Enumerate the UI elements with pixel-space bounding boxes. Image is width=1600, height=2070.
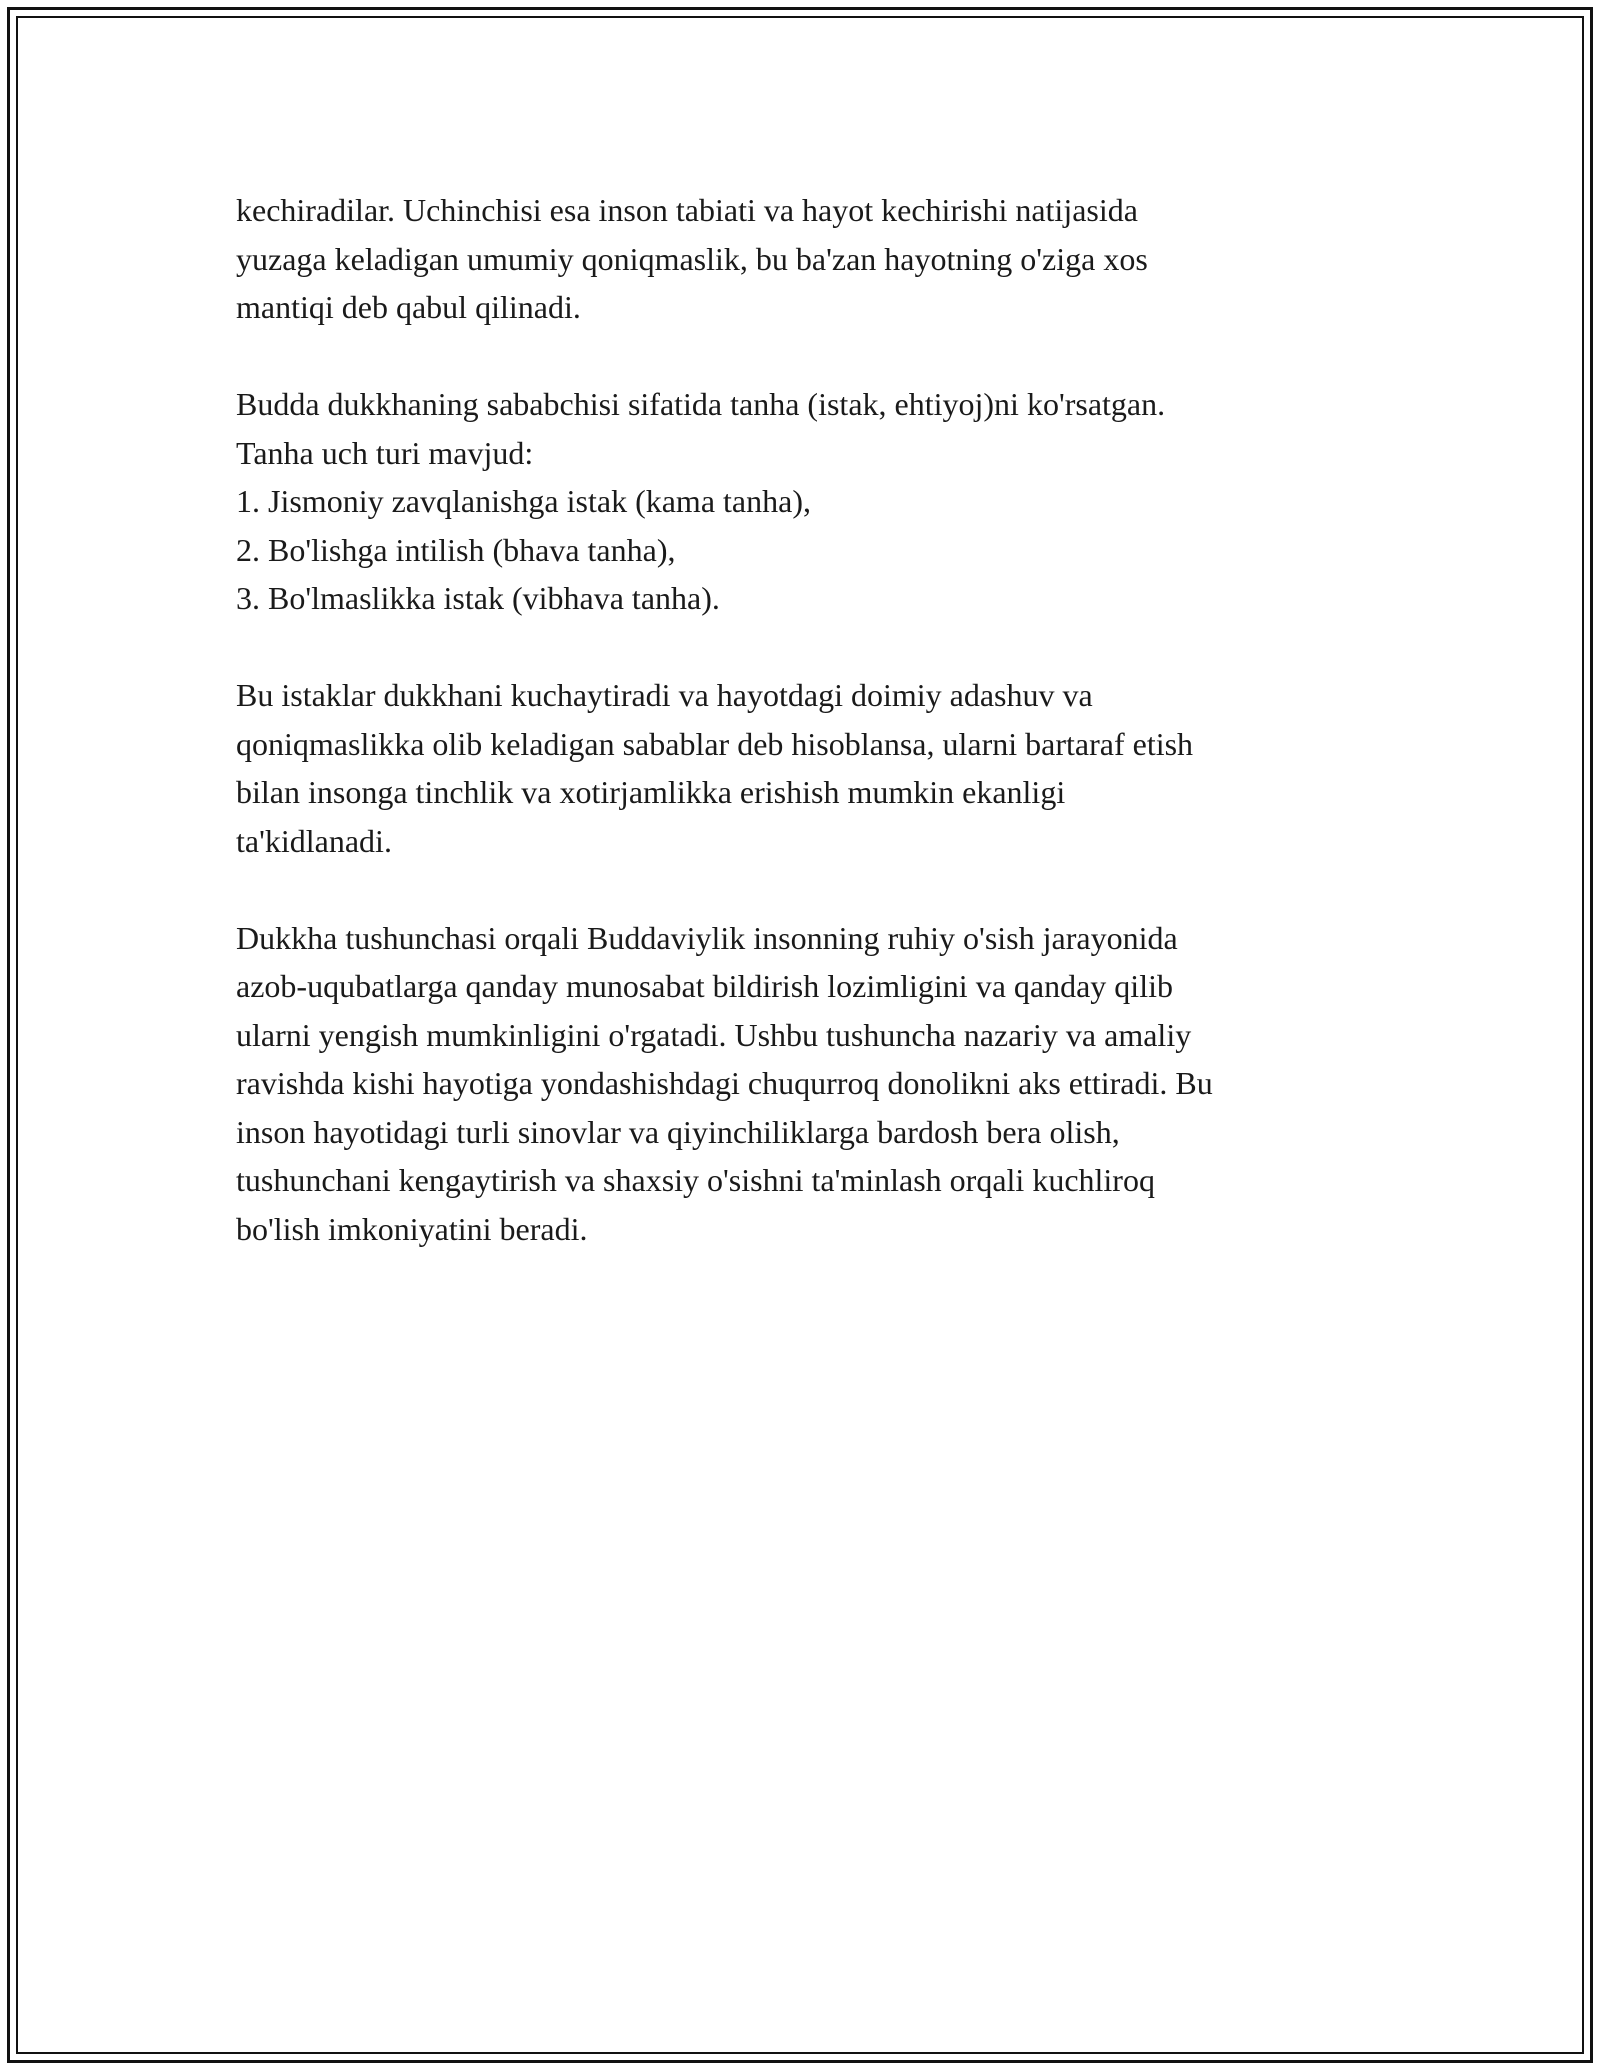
text-line: ta'kidlanadi. xyxy=(236,822,392,859)
list-item: 3. Bo'lmaslikka istak (vibhava tanha). xyxy=(236,580,720,616)
text-line: azob-uqubatlarga qanday munosabat bildirish lozimligini va qanday qilib xyxy=(236,968,1173,1004)
text-line: ularni yengish mumkinligini o'rgatadi. Ushbu tushuncha nazariy va amaliy xyxy=(236,1016,1192,1053)
document-body xyxy=(236,186,1416,1253)
text-line: ravishda kishi hayotiga yondashishdagi chuqurroq donolikni aks ettiradi. Bu xyxy=(236,1065,1213,1101)
paragraph-gap xyxy=(236,332,1416,381)
text-line: Budda dukkhaning sababchisi sifatida tanha (istak, ehtiyoj)ni ko'rsatgan. xyxy=(236,386,1166,422)
paragraph-gap xyxy=(236,623,1416,672)
paragraph xyxy=(236,380,1416,623)
text-line: bo'lish imkoniyatini beradi. xyxy=(236,1210,588,1247)
paragraph xyxy=(236,914,1416,1254)
list-item: 2. Bo'lishga intilish (bhava tanha), xyxy=(236,531,676,568)
text-line: bilan insonga tinchlik va xotirjamlikka erishish mumkin ekanligi xyxy=(236,774,1066,810)
paragraph-gap xyxy=(236,865,1416,914)
text-line: Dukkha tushunchasi orqali Buddaviylik insonning ruhiy o'sish jarayonida xyxy=(236,919,1178,956)
list-item: 1. Jismoniy zavqlanishga istak (kama tanha), xyxy=(236,483,811,519)
text-line: qoniqmaslikka olib keladigan sabablar deb hisoblansa, ularni bartaraf etish xyxy=(236,725,1194,762)
text-line: yuzaga keladigan umumiy qoniqmaslik, bu ba'zan hayotning o'ziga xos xyxy=(236,240,1148,277)
text-line: tushunchani kengaytirish va shaxsiy o'sishni ta'minlash orqali kuchliroq xyxy=(236,1162,1155,1198)
text-line: Tanha uch turi mavjud: xyxy=(236,434,534,471)
text-line: kechiradilar. Uchinchisi esa inson tabiati va hayot kechirishi natijasida xyxy=(236,192,1138,228)
paragraph xyxy=(236,186,1416,332)
paragraph xyxy=(236,671,1416,865)
text-line: Bu istaklar dukkhani kuchaytiradi va hayotdagi doimiy adashuv va xyxy=(236,677,1093,713)
text-line: inson hayotidagi turli sinovlar va qiyinchiliklarga bardosh bera olish, xyxy=(236,1113,1120,1150)
text-line: mantiqi deb qabul qilinadi. xyxy=(236,289,581,325)
